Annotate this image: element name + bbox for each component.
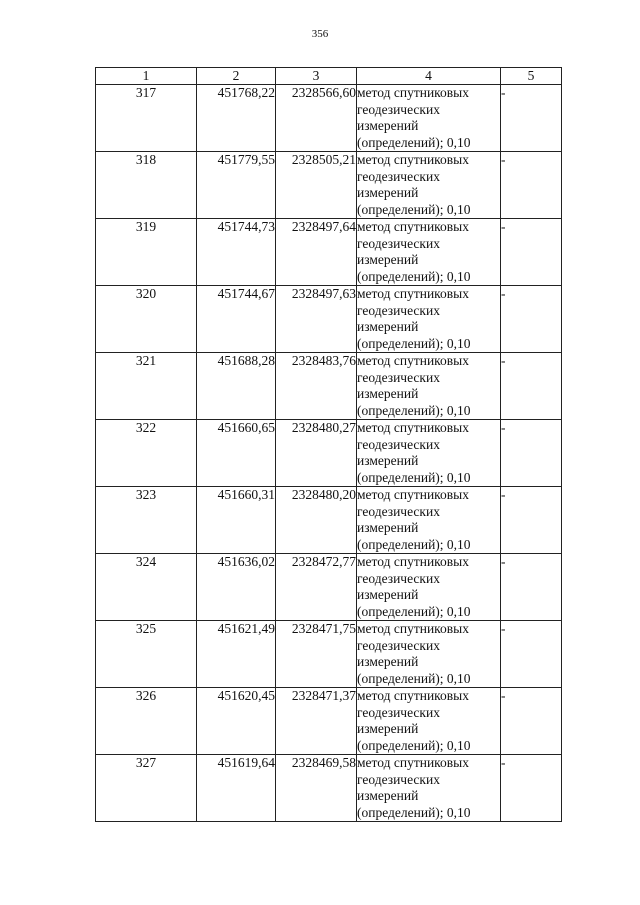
- method-line: (определений); 0,10: [357, 268, 471, 284]
- point-number-cell: 321: [96, 353, 197, 420]
- method-line: измерений: [357, 118, 419, 133]
- method-line: (определений); 0,10: [357, 536, 471, 552]
- x-coordinate-cell: 451660,65: [197, 420, 276, 487]
- method-line: метод спутниковых: [357, 420, 469, 435]
- method-line: (определений); 0,10: [357, 134, 471, 150]
- x-coordinate-cell: 451620,45: [197, 688, 276, 755]
- method-line: (определений); 0,10: [357, 402, 471, 418]
- method-line: метод спутниковых: [357, 219, 469, 234]
- page-number: 356: [311, 28, 329, 40]
- table-row: [96, 688, 562, 755]
- table-row: [96, 554, 562, 621]
- header-col-4: 4: [357, 68, 501, 85]
- note-cell: -: [501, 688, 562, 755]
- table-row: [96, 755, 562, 822]
- header-col-5: 5: [501, 68, 562, 85]
- point-number-cell: 324: [96, 554, 197, 621]
- method-line: метод спутниковых: [357, 554, 469, 569]
- point-number-cell: 327: [96, 755, 197, 822]
- y-coordinate-cell: 2328505,21: [276, 152, 357, 219]
- method-cell: [357, 688, 501, 755]
- method-line: метод спутниковых: [357, 152, 469, 167]
- note-cell: -: [501, 755, 562, 822]
- y-coordinate-cell: 2328480,20: [276, 487, 357, 554]
- header-col-2: 2: [197, 68, 276, 85]
- note-cell: -: [501, 621, 562, 688]
- table-header-row: [96, 68, 562, 85]
- table-row: [96, 353, 562, 420]
- method-line: (определений); 0,10: [357, 469, 471, 485]
- method-line: (определений); 0,10: [357, 737, 471, 753]
- x-coordinate-cell: 451688,28: [197, 353, 276, 420]
- method-cell: [357, 219, 501, 286]
- method-cell: [357, 353, 501, 420]
- table-row: [96, 85, 562, 152]
- y-coordinate-cell: 2328471,37: [276, 688, 357, 755]
- method-line: геодезических: [357, 637, 440, 653]
- method-cell: [357, 755, 501, 822]
- point-number-cell: 318: [96, 152, 197, 219]
- y-coordinate-cell: 2328497,63: [276, 286, 357, 353]
- header-col-3: 3: [276, 68, 357, 85]
- x-coordinate-cell: 451744,73: [197, 219, 276, 286]
- method-line: (определений); 0,10: [357, 335, 471, 351]
- x-coordinate-cell: 451768,22: [197, 85, 276, 152]
- method-line: измерений: [357, 788, 419, 803]
- x-coordinate-cell: 451621,49: [197, 621, 276, 688]
- method-cell: [357, 286, 501, 353]
- method-line: геодезических: [357, 436, 440, 452]
- method-line: геодезических: [357, 101, 440, 117]
- y-coordinate-cell: 2328480,27: [276, 420, 357, 487]
- y-coordinate-cell: 2328469,58: [276, 755, 357, 822]
- table-row: [96, 621, 562, 688]
- method-line: геодезических: [357, 771, 440, 787]
- method-cell: [357, 487, 501, 554]
- table-row: [96, 286, 562, 353]
- method-line: (определений); 0,10: [357, 201, 471, 217]
- method-line: (определений); 0,10: [357, 670, 471, 686]
- note-cell: -: [501, 85, 562, 152]
- method-line: метод спутниковых: [357, 487, 469, 502]
- y-coordinate-cell: 2328566,60: [276, 85, 357, 152]
- method-line: измерений: [357, 386, 419, 401]
- method-line: геодезических: [357, 570, 440, 586]
- x-coordinate-cell: 451619,64: [197, 755, 276, 822]
- method-line: геодезических: [357, 235, 440, 251]
- method-line: геодезических: [357, 168, 440, 184]
- point-number-cell: 322: [96, 420, 197, 487]
- table-row: [96, 487, 562, 554]
- method-line: измерений: [357, 520, 419, 535]
- method-line: измерений: [357, 319, 419, 334]
- point-number-cell: 325: [96, 621, 197, 688]
- method-line: геодезических: [357, 302, 440, 318]
- method-line: измерений: [357, 587, 419, 602]
- table-row: [96, 152, 562, 219]
- method-cell: [357, 621, 501, 688]
- method-line: измерений: [357, 654, 419, 669]
- method-line: измерений: [357, 252, 419, 267]
- note-cell: -: [501, 420, 562, 487]
- method-line: метод спутниковых: [357, 286, 469, 301]
- x-coordinate-cell: 451660,31: [197, 487, 276, 554]
- point-number-cell: 320: [96, 286, 197, 353]
- y-coordinate-cell: 2328483,76: [276, 353, 357, 420]
- point-number-cell: 317: [96, 85, 197, 152]
- point-number-cell: 323: [96, 487, 197, 554]
- note-cell: -: [501, 152, 562, 219]
- point-number-cell: 319: [96, 219, 197, 286]
- method-line: метод спутниковых: [357, 755, 469, 770]
- method-line: геодезических: [357, 369, 440, 385]
- method-line: (определений); 0,10: [357, 804, 471, 820]
- method-cell: [357, 420, 501, 487]
- table-row: [96, 420, 562, 487]
- coordinates-table: [95, 67, 562, 822]
- method-cell: [357, 85, 501, 152]
- method-line: метод спутниковых: [357, 688, 469, 703]
- method-line: измерений: [357, 185, 419, 200]
- method-line: геодезических: [357, 704, 440, 720]
- method-line: измерений: [357, 453, 419, 468]
- x-coordinate-cell: 451744,67: [197, 286, 276, 353]
- note-cell: -: [501, 353, 562, 420]
- point-number-cell: 326: [96, 688, 197, 755]
- note-cell: -: [501, 554, 562, 621]
- note-cell: -: [501, 219, 562, 286]
- y-coordinate-cell: 2328471,75: [276, 621, 357, 688]
- method-line: метод спутниковых: [357, 353, 469, 368]
- method-line: геодезических: [357, 503, 440, 519]
- note-cell: -: [501, 286, 562, 353]
- method-cell: [357, 152, 501, 219]
- method-line: метод спутниковых: [357, 85, 469, 100]
- method-line: измерений: [357, 721, 419, 736]
- table-row: [96, 219, 562, 286]
- method-line: метод спутниковых: [357, 621, 469, 636]
- note-cell: -: [501, 487, 562, 554]
- table-body: [96, 85, 562, 822]
- method-cell: [357, 554, 501, 621]
- x-coordinate-cell: 451779,55: [197, 152, 276, 219]
- header-col-1: 1: [96, 68, 197, 85]
- y-coordinate-cell: 2328497,64: [276, 219, 357, 286]
- method-line: (определений); 0,10: [357, 603, 471, 619]
- x-coordinate-cell: 451636,02: [197, 554, 276, 621]
- y-coordinate-cell: 2328472,77: [276, 554, 357, 621]
